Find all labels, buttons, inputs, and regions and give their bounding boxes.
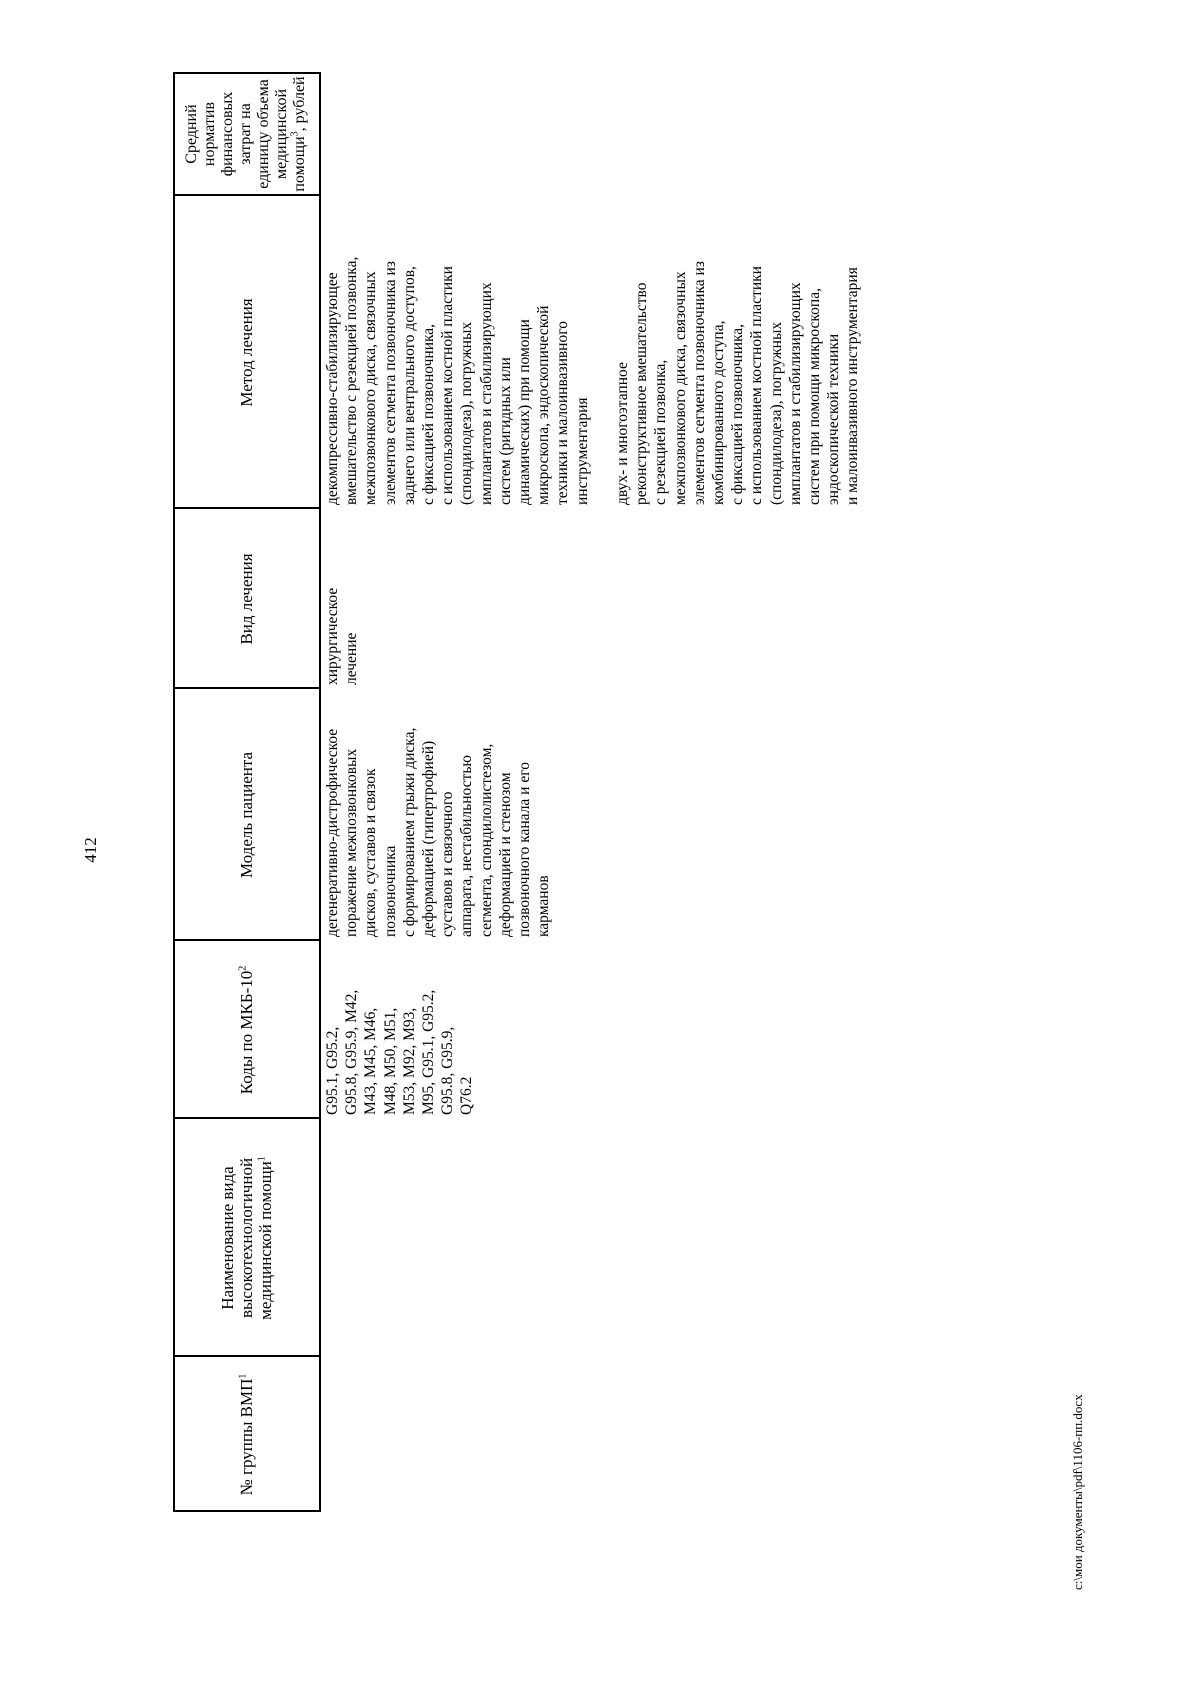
- column-divider: [173, 507, 321, 509]
- column-divider: [173, 687, 321, 689]
- cell-patient-model: дегенеративно-дистрофическое поражение межпозвонковых дисков, суставов и связок позвоночника с формированием грыжи диска, деформацией (гипертрофией) суставов и связочного аппарата, нестабильностью сегмента, спондилолистезом, деформацией и стенозом позвоночного канала и его карманов: [324, 727, 553, 937]
- header-vmp-name: Наименование вида высокотехнологичной медицинской помощи$^1$: [217, 1156, 275, 1320]
- cell-treatment-method-2: двух- и многоэтапное реконструктивное вмешательство с резекцией позвонка, межпозвонкового диска, связочных элементов сегмента позвоночника из комбинированного доступа, с фиксацией позвоночника, с использованием костной пластики (спондилодеза), погружных имплантатов и стабилизирующих систем при помощи микроскопа, эндоскопической техники и малоинвазивного инструментария: [614, 261, 862, 505]
- cell-mkb-codes: G95.1, G95.2, G95.8, G95.9, M42, M43, M45, M46, M48, M50, M51, M53, M92, M93, M95, G95.1, G95.2, G95.8, G95.9, Q76.2: [324, 989, 476, 1115]
- header-treatment-method: Метод лечения: [236, 298, 256, 407]
- table-right-border: [173, 72, 321, 74]
- header-patient-model: Модель пациента: [236, 751, 256, 879]
- page-number: 412: [81, 837, 100, 863]
- header-group-no: № группы ВМП$^1$: [236, 1373, 256, 1496]
- column-divider: [173, 1117, 321, 1119]
- table-top-border: [173, 72, 175, 1512]
- header-treatment-type: Вид лечения: [236, 553, 256, 645]
- header-bottom-border: [319, 72, 321, 1512]
- cell-treatment-method-1: декомпрессивно-стабилизирующее вмешательство с резекцией позвонка, межпозвонкового диска, связочных элементов сегмента позвоночника из заднего или вентрального доступов, с фиксацией позвоночника, с использованием костной пластики (спондилодеза), погружных имплантатов и стабилизирующих систем (ригидных или динамических) при помощи микроскопа, эндоскопической техники и малоинвазивного инструментария: [324, 256, 591, 505]
- column-divider: [173, 1355, 321, 1357]
- column-divider: [173, 939, 321, 941]
- header-mkb-codes: Коды по МКБ-$10^2$: [236, 965, 256, 1095]
- table-left-border: [173, 1510, 321, 1512]
- cell-treatment-type: хирургическое лечение: [324, 587, 361, 685]
- column-divider: [173, 194, 321, 196]
- header-cost-norm: Средний норматив финансовых затрат на единицу объема медицинской помощи$^3$, рублей: [183, 76, 308, 192]
- footer-file-path: c:\мои документы\pdf\1106-пп.docx: [1070, 1394, 1085, 1590]
- rotated-table: [173, 72, 973, 1512]
